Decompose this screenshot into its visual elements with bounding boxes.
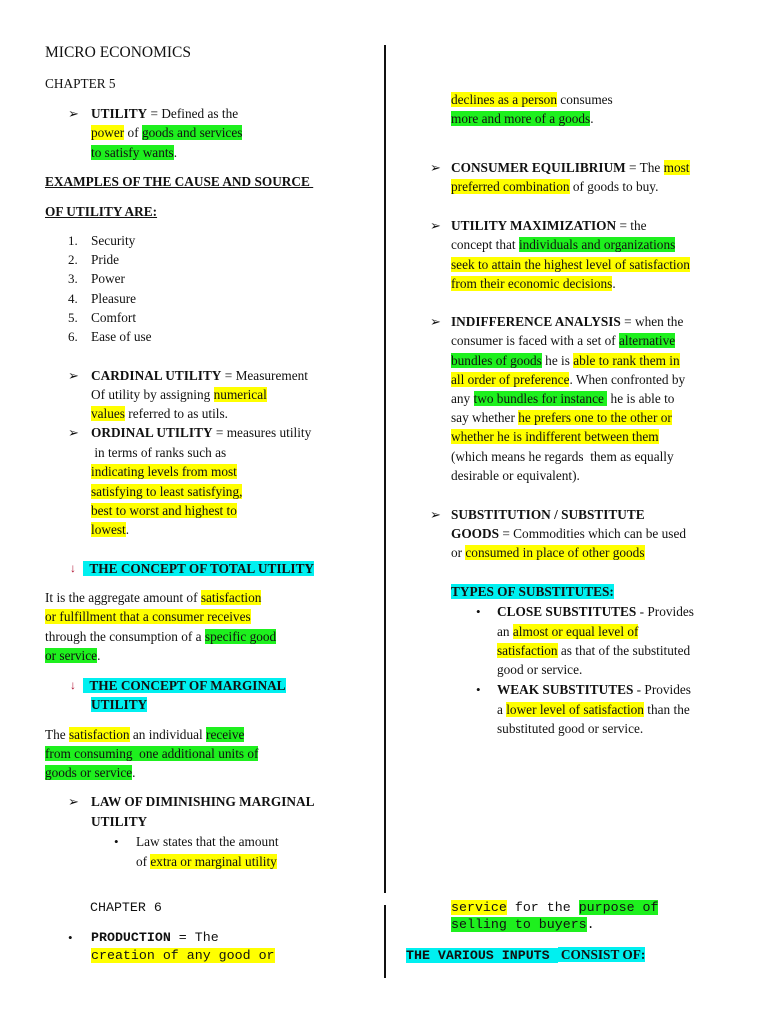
text-segment: Security: [91, 233, 136, 248]
bold-term: INDIFFERENCE ANALYSIS: [451, 314, 621, 329]
text-segment: = Measurement: [221, 368, 308, 383]
highlighted-text: values: [91, 406, 125, 421]
text-line: [497, 661, 582, 678]
list-number: 6.: [68, 329, 78, 344]
text-segment: good or service.: [497, 662, 583, 677]
bold-term: CARDINAL UTILITY: [91, 368, 222, 383]
highlighted-text: goods or service: [45, 765, 133, 780]
text-line: [91, 105, 238, 122]
text-segment: or: [451, 545, 466, 560]
list-number: 5.: [68, 310, 78, 325]
highlighted-text: goods and services: [141, 125, 243, 140]
text-line: [451, 91, 613, 108]
text-segment: he is: [541, 353, 574, 368]
highlighted-text: selling to buyers: [451, 917, 587, 932]
text-segment: consumes: [556, 92, 613, 107]
text-segment: consumer is faced with a set of: [451, 333, 620, 348]
text-segment: an: [497, 624, 513, 639]
bold-term: UTILITY: [91, 106, 148, 121]
text-line: [91, 124, 242, 141]
text-segment: The: [45, 727, 69, 742]
text-segment: (which means he regards them as equally: [451, 449, 674, 464]
highlighted-text: TYPES OF SUBSTITUTES:: [451, 584, 614, 599]
list-number: 3.: [68, 271, 78, 286]
text-line: [45, 628, 276, 645]
text-segment: any: [451, 391, 474, 406]
text-line: [497, 720, 643, 737]
bold-term: LAW OF DIMINISHING MARGINAL: [91, 794, 315, 809]
text-line: [451, 217, 647, 234]
arrow-icon: ➢: [68, 794, 79, 809]
text-line: [497, 642, 690, 659]
list-number: 4.: [68, 291, 78, 306]
text-line: [45, 44, 191, 61]
highlighted-text: lowest: [91, 522, 126, 537]
highlighted-text: to satisfy wants: [91, 145, 174, 160]
text-line: [451, 110, 594, 127]
highlighted-text: two bundles for instance: [473, 391, 608, 406]
text-line: [136, 833, 279, 850]
highlighted-text: service: [451, 900, 507, 915]
text-segment: Comfort: [91, 310, 137, 325]
text-segment: Pleasure: [91, 291, 137, 306]
text-line: [451, 236, 675, 253]
highlighted-text: THE CONCEPT OF TOTAL UTILITY: [83, 561, 315, 576]
highlighted-text: all order of preference: [451, 372, 570, 387]
text-segment: MICRO ECONOMICS: [45, 44, 191, 61]
highlighted-text: bundles of goods: [451, 353, 542, 368]
text-segment: of goods to buy.: [569, 179, 659, 194]
text-line: [45, 608, 251, 625]
text-segment: substituted good or service.: [497, 721, 644, 736]
bold-term: CONSUMER EQUILIBRIUM: [451, 160, 626, 175]
text-segment: of: [136, 854, 151, 869]
text-line: [45, 75, 116, 92]
text-line: [497, 603, 694, 620]
text-line: [497, 701, 690, 718]
highlighted-text: purpose of: [578, 900, 659, 915]
highlighted-text: satisfaction: [200, 590, 262, 605]
text-line: [91, 232, 135, 249]
text-line: [451, 428, 659, 445]
highlighted-text: lower level of satisfaction: [506, 702, 644, 717]
text-line: [91, 947, 275, 964]
text-segment: CHAPTER 5: [45, 76, 116, 91]
text-line: [451, 525, 686, 542]
highlighted-text: almost or equal level of: [512, 624, 639, 639]
text-line: [83, 560, 314, 577]
column-divider: [384, 45, 386, 893]
arrow-icon: ➢: [430, 218, 441, 233]
highlighted-text: satisfaction: [497, 643, 558, 658]
text-line: [91, 405, 228, 422]
text-segment: - Provides: [633, 682, 691, 697]
text-line: [45, 647, 100, 664]
text-segment: concept that: [451, 237, 519, 252]
text-segment: Power: [91, 271, 125, 286]
text-line: [451, 899, 658, 916]
bullet-icon: •: [476, 682, 481, 697]
bullet-icon: •: [68, 930, 73, 945]
text-segment: say whether: [451, 410, 519, 425]
text-line: [136, 853, 277, 870]
highlighted-text: able to rank them in: [573, 353, 680, 368]
text-line: [451, 544, 645, 561]
text-line: [45, 589, 261, 606]
arrow-icon: ➢: [68, 106, 79, 121]
text-line: [91, 696, 147, 713]
text-segment: Law states that the amount: [136, 834, 279, 849]
highlighted-text: extra or marginal utility: [150, 854, 277, 869]
text-segment: a: [497, 702, 507, 717]
text-segment: he is able to: [607, 391, 675, 406]
text-line: [91, 502, 237, 519]
highlighted-text: individuals and organizations: [518, 237, 676, 252]
text-line: [45, 726, 244, 743]
highlighted-text: from their economic decisions: [451, 276, 613, 291]
text-segment: = measures utility: [212, 425, 312, 440]
highlighted-text: most: [663, 160, 690, 175]
text-segment: CHAPTER 6: [90, 900, 162, 915]
text-line: [451, 159, 690, 176]
highlighted-text: receive: [206, 727, 245, 742]
highlighted-text: creation of any good or: [91, 948, 275, 963]
text-segment: than the: [643, 702, 690, 717]
bold-term: EXAMPLES OF THE CAUSE AND SOURCE: [45, 174, 314, 189]
arrow-icon: ➢: [430, 314, 441, 329]
text-line: [83, 677, 286, 694]
text-line: [451, 506, 645, 523]
text-line: [91, 483, 242, 500]
highlighted-text: more and more of a goods: [451, 111, 591, 126]
text-line: [451, 448, 674, 465]
highlighted-text: declines as a person: [451, 92, 557, 107]
text-segment: .: [612, 276, 616, 291]
text-line: [451, 178, 658, 195]
bullet-icon: •: [476, 604, 481, 619]
text-segment: .: [590, 111, 594, 126]
text-segment: = Commodities which can be used: [499, 526, 687, 541]
text-segment: .: [125, 522, 130, 537]
text-line: [451, 275, 616, 292]
bold-term: OF UTILITY ARE:: [45, 204, 158, 219]
text-segment: for the: [506, 900, 579, 915]
text-line: [91, 793, 314, 810]
text-line: [91, 367, 308, 384]
highlighted-text: numerical: [213, 387, 267, 402]
highlighted-text: UTILITY: [91, 697, 148, 712]
text-line: [497, 623, 638, 640]
highlighted-text: power: [91, 125, 125, 140]
bold-term: GOODS: [451, 526, 500, 541]
text-line: [90, 899, 162, 916]
text-line: [451, 371, 685, 388]
highlighted-text: or service: [45, 648, 98, 663]
text-line: [451, 352, 680, 369]
highlighted-text: alternative: [619, 333, 676, 348]
highlighted-text: seek to attain the highest level of satisfaction: [451, 257, 690, 272]
text-segment: - Provides: [636, 604, 694, 619]
text-line: [451, 390, 674, 407]
text-segment: desirable or equivalent).: [451, 468, 580, 483]
arrow-icon: ➢: [430, 160, 441, 175]
highlighted-text: CONSIST OF:: [557, 947, 646, 962]
bold-term: UTILITY: [91, 814, 148, 829]
highlighted-text: satisfying to least satisfying,: [91, 484, 243, 499]
text-segment: It is the aggregate amount of: [45, 590, 201, 605]
text-line: [91, 270, 125, 287]
bold-term: PRODUCTION: [91, 930, 171, 945]
text-segment: Of utility by assigning: [91, 387, 214, 402]
arrow-icon: ➢: [68, 368, 79, 383]
bold-term: SUBSTITUTION / SUBSTITUTE: [451, 507, 645, 522]
highlighted-text: he prefers one to the other or: [518, 410, 672, 425]
highlighted-text: THE CONCEPT OF MARGINAL: [83, 678, 286, 693]
text-line: [91, 144, 177, 161]
text-line: [91, 929, 219, 946]
highlighted-text: satisfaction: [69, 727, 130, 742]
bold-term: UTILITY MAXIMIZATION: [451, 218, 617, 233]
highlighted-text: or fulfillment that a consumer receives: [45, 609, 251, 624]
arrow-icon: ➢: [68, 425, 79, 440]
list-number: 2.: [68, 252, 78, 267]
text-line: [91, 386, 267, 403]
text-line: [45, 203, 157, 220]
text-line: [91, 424, 311, 441]
text-segment: in terms of ranks such as: [91, 445, 227, 460]
highlighted-text: preferred combination: [451, 179, 570, 194]
text-segment: = The: [170, 930, 219, 945]
text-segment: Pride: [91, 252, 120, 267]
text-line: [91, 444, 226, 461]
text-line: [451, 332, 675, 349]
text-segment: . When confronted by: [569, 372, 686, 387]
text-segment: = Defined as the: [147, 106, 239, 121]
text-segment: as that of the substituted: [557, 643, 691, 658]
text-segment: Ease of use: [91, 329, 152, 344]
text-line: [45, 173, 313, 190]
text-line: [91, 328, 152, 345]
text-segment: an individual: [129, 727, 207, 742]
text-line: [91, 813, 147, 830]
text-segment: .: [173, 145, 178, 160]
text-line: [451, 256, 690, 273]
highlighted-text: whether he is indifferent between them: [451, 429, 659, 444]
arrow-icon: ➢: [430, 507, 441, 522]
highlighted-text: indicating levels from most: [91, 464, 237, 479]
bold-term: ORDINAL UTILITY: [91, 425, 213, 440]
text-segment: through the consumption of a: [45, 629, 205, 644]
text-line: [91, 309, 136, 326]
text-line: [451, 916, 595, 933]
text-segment: of: [124, 125, 142, 140]
text-line: [406, 946, 645, 964]
text-line: [45, 745, 258, 762]
text-line: [91, 290, 136, 307]
highlighted-text: THE VARIOUS INPUTS: [406, 948, 558, 963]
text-line: [451, 409, 672, 426]
text-line: [451, 583, 614, 600]
text-segment: .: [132, 765, 136, 780]
text-segment: = The: [625, 160, 664, 175]
highlighted-text: specific good: [204, 629, 277, 644]
text-segment: = when the: [620, 314, 684, 329]
text-line: [451, 467, 580, 484]
highlighted-text: from consuming one additional units of: [45, 746, 259, 761]
bold-term: CLOSE SUBSTITUTES: [497, 604, 637, 619]
highlighted-text: consumed in place of other goods: [465, 545, 645, 560]
down-arrow-icon: ↓: [70, 561, 76, 575]
text-segment: .: [97, 648, 101, 663]
text-segment: referred to as utils.: [124, 406, 228, 421]
text-line: [45, 764, 135, 781]
text-segment: = the: [616, 218, 647, 233]
text-line: [91, 521, 129, 538]
down-arrow-icon: ↓: [70, 678, 76, 692]
list-number: 1.: [68, 233, 78, 248]
highlighted-text: best to worst and highest to: [91, 503, 237, 518]
bullet-icon: •: [114, 834, 119, 849]
text-segment: .: [586, 917, 595, 932]
column-divider: [384, 905, 386, 978]
text-line: [451, 313, 683, 330]
text-line: [91, 251, 119, 268]
text-line: [91, 463, 237, 480]
bold-term: WEAK SUBSTITUTES: [497, 682, 634, 697]
text-line: [497, 681, 691, 698]
